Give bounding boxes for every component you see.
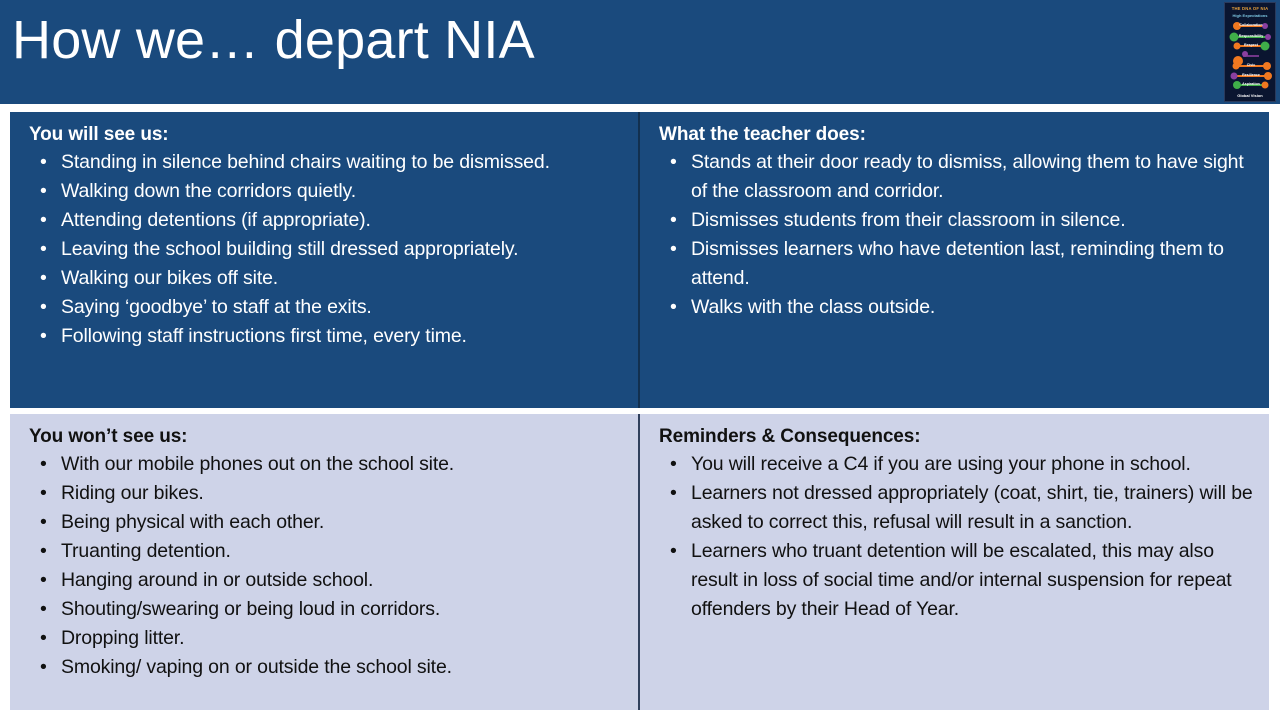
logo-word-collaboration: Collaboration	[1239, 23, 1263, 27]
list-item	[650, 479, 1257, 537]
page-title: How we… depart NIA	[12, 10, 535, 70]
list-item	[20, 537, 626, 566]
bullet-icon: •	[40, 482, 47, 505]
quadrant-you-wont-see-us	[10, 414, 640, 710]
list-item-text: Learners not dressed appropriately (coat, shirt, tie, trainers) will be asked to correct this, refusal will result in a sanction.	[691, 482, 1253, 534]
list-item	[20, 235, 626, 264]
list-item	[20, 508, 626, 537]
quadrant-grid	[10, 112, 1269, 710]
bullet-icon: •	[40, 325, 47, 348]
quadrant-row-bottom	[10, 414, 1269, 710]
logo-footer: Global Vision	[1237, 93, 1263, 98]
list-item	[650, 450, 1257, 479]
list-item-text: Attending detentions (if appropriate).	[61, 209, 371, 232]
list-item-text: Walking our bikes off site.	[61, 267, 279, 290]
logo-word-resilience: Resilience	[1242, 73, 1260, 77]
quadrant-heading: You won’t see us:	[29, 426, 188, 447]
bullet-icon: •	[40, 151, 47, 174]
list-item-text: You will receive a C4 if you are using your phone in school.	[691, 453, 1191, 476]
list-item-text: Leaving the school building still dressed appropriately.	[61, 238, 519, 261]
bullet-list	[20, 148, 626, 351]
list-item-text: Following staff instructions first time, every time.	[61, 325, 467, 348]
list-item-text: Walks with the class outside.	[691, 296, 936, 319]
quadrant-what-the-teacher-does	[640, 112, 1269, 408]
list-item-text: With our mobile phones out on the school site.	[61, 453, 455, 476]
bullet-icon: •	[670, 540, 677, 563]
list-item	[20, 450, 626, 479]
slide-header-band	[0, 0, 1280, 104]
logo-word-responsibility: Responsibility	[1238, 34, 1264, 38]
bullet-icon: •	[40, 209, 47, 232]
logo-word-respect: Respect	[1244, 43, 1258, 47]
bullet-icon: •	[40, 540, 47, 563]
list-item-text: Dropping litter.	[61, 627, 185, 650]
list-item	[20, 479, 626, 508]
list-item-text: Riding our bikes.	[61, 482, 204, 505]
bullet-icon: •	[670, 453, 677, 476]
list-item-text: Hanging around in or outside school.	[61, 569, 374, 592]
bullet-icon: •	[40, 511, 47, 534]
bullet-icon: •	[40, 656, 47, 679]
bullet-icon: •	[670, 238, 677, 261]
bullet-list	[20, 450, 626, 682]
bullet-icon: •	[40, 238, 47, 261]
quadrant-you-will-see-us	[10, 112, 640, 408]
dna-of-nia-logo	[1224, 2, 1276, 102]
quadrant-heading: Reminders & Consequences:	[659, 426, 921, 447]
list-item	[20, 624, 626, 653]
quadrant-heading: What the teacher does:	[659, 124, 866, 145]
logo-word-aspiration: Aspiration	[1242, 82, 1260, 86]
list-item	[20, 264, 626, 293]
list-item-text: Being physical with each other.	[61, 511, 325, 534]
list-item	[650, 293, 1257, 322]
bullet-icon: •	[40, 598, 47, 621]
quadrant-reminders-and-consequences	[640, 414, 1269, 710]
list-item	[650, 148, 1257, 206]
list-item-text: Dismisses learners who have detention last, reminding them to attend.	[691, 238, 1224, 290]
list-item-text: Truanting detention.	[61, 540, 231, 563]
list-item	[20, 293, 626, 322]
list-item-text: Dismisses students from their classroom in silence.	[691, 209, 1126, 232]
list-item	[20, 206, 626, 235]
list-item	[20, 653, 626, 682]
list-item-text: Shouting/swearing or being loud in corridors.	[61, 598, 441, 621]
list-item-text: Saying ‘goodbye’ to staff at the exits.	[61, 296, 372, 319]
list-item	[20, 322, 626, 351]
bullet-list	[650, 450, 1257, 624]
quadrant-heading: You will see us:	[29, 124, 169, 145]
bullet-icon: •	[670, 209, 677, 232]
bullet-icon: •	[40, 569, 47, 592]
list-item	[650, 206, 1257, 235]
list-item-text: Smoking/ vaping on or outside the school site.	[61, 656, 452, 679]
list-item	[20, 595, 626, 624]
list-item	[20, 566, 626, 595]
bullet-icon: •	[670, 296, 677, 319]
list-item	[650, 235, 1257, 293]
list-item-text: Standing in silence behind chairs waiting to be dismissed.	[61, 151, 550, 174]
bullet-icon: •	[670, 151, 677, 174]
bullet-icon: •	[40, 627, 47, 650]
bullet-list	[650, 148, 1257, 322]
bullet-icon: •	[40, 453, 47, 476]
bullet-icon: •	[40, 267, 47, 290]
list-item	[20, 177, 626, 206]
bullet-icon: •	[670, 482, 677, 505]
list-item-text: Learners who truant detention will be escalated, this may also result in loss of social time and/or internal suspension for repeat offenders by their Head of Year.	[691, 540, 1232, 621]
list-item	[650, 537, 1257, 624]
logo-subtitle: High Expectations	[1232, 13, 1268, 18]
logo-word-civic: Civic	[1246, 63, 1256, 67]
quadrant-row-top	[10, 112, 1269, 408]
bullet-icon: •	[40, 180, 47, 203]
bullet-icon: •	[40, 296, 47, 319]
logo-title: THE DNA OF NIA	[1231, 6, 1269, 11]
list-item-text: Stands at their door ready to dismiss, allowing them to have sight of the classroom and corridor.	[691, 151, 1244, 203]
list-item	[20, 148, 626, 177]
list-item-text: Walking down the corridors quietly.	[61, 180, 356, 203]
